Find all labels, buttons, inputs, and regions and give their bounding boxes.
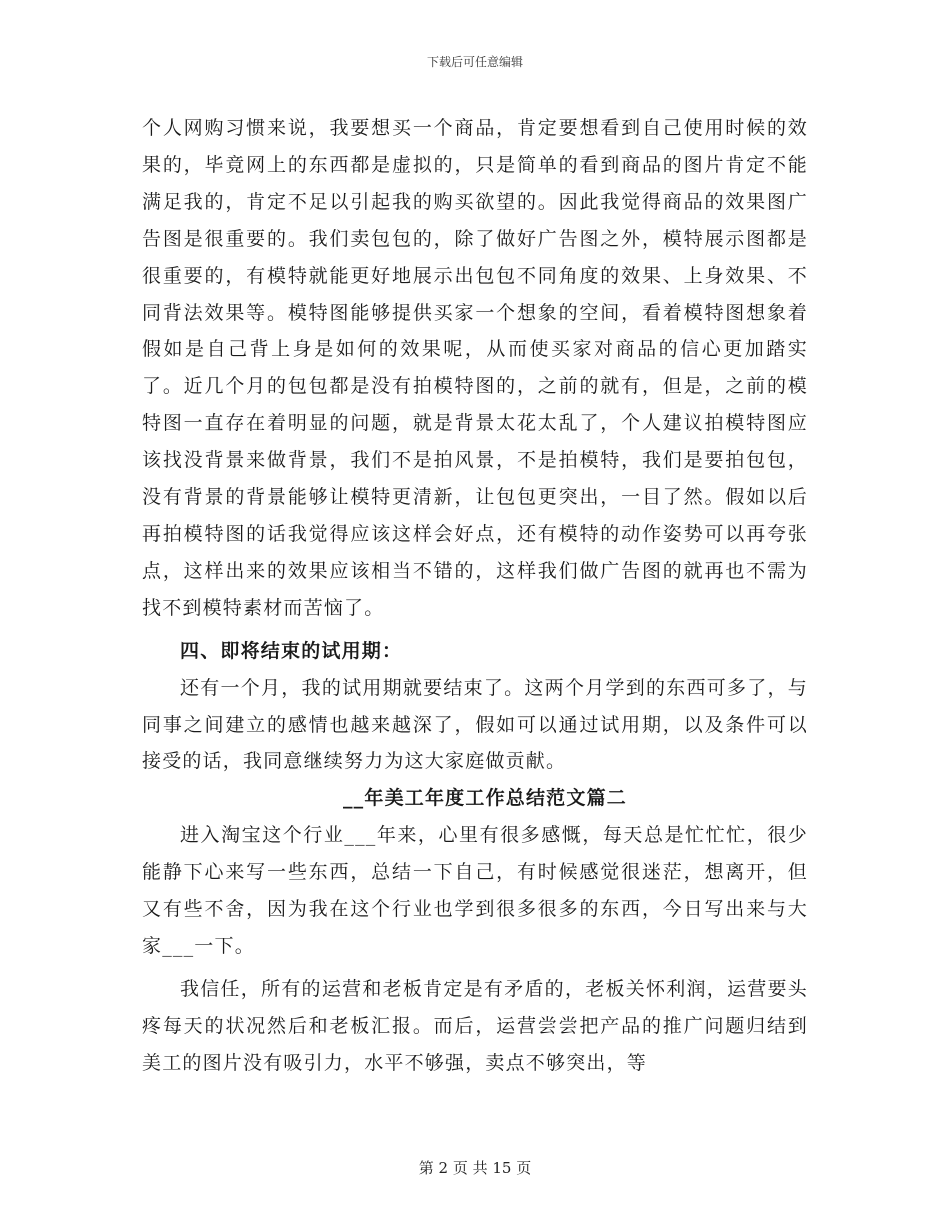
article-title: __年美工年度工作总结范文篇二 [342, 787, 627, 810]
body-paragraph-1: 个人网购习惯来说，我要想买一个商品，肯定要想看到自己使用时候的效果的，毕竟网上的东西都是虚拟的，只是简单的看到商品的图片肯定不能满足我的，肯定不足以引起我的购买欲望的。因此我觉得商品的效果图广告图是很重要的。我们卖包包的，除了做好广告图之外，模特展示图都是很重要的，有模特就能更好地展示出包包不同角度的效果、上身效果、不同背法效果等。模特图能够提供买家一个想象的空间，看着模特图想象着假如是自己背上身是如何的效果呢，从而使买家对商品的信心更加踏实了。近几个月的包包都是没有拍模特图的，之前的就有，但是，之前的模特图一直存在着明显的问题，就是背景太花太乱了，个人建议拍模特图应该找没背景来做背景，我们不是拍风景，不是拍模特，我们是要拍包包，没有背景的背景能够让模特更清新，让包包更突出，一目了然。假如以后再拍模特图的话我觉得应该这样会好点，还有模特的动作姿势可以再夸张点，这样出来的效果应该相当不错的，这样我们做广告图的就再也不需为找不到模特素材而苦恼了。 [142, 117, 808, 619]
section-heading-trial-period: 四、即将结束的试用期： [180, 639, 403, 662]
body-paragraph-3: 进入淘宝这个行业___年来，心里有很多感慨，每天总是忙忙忙，很少能静下心来写一些东西，总结一下自己，有时候感觉很迷茫，想离开，但又有些不舍，因为我在这个行业也学到很多很多的东西，今日写出来与大家___一下。 [142, 824, 808, 957]
document-body [142, 110, 808, 1082]
body-paragraph-2: 还有一个月，我的试用期就要结束了。这两个月学到的东西可多了，与同事之间建立的感情也越来越深了，假如可以通过试用期，以及条件可以接受的话，我同意继续努力为这大家庭做贡献。 [142, 676, 808, 773]
page-header-note: 下载后可任意编辑 [426, 55, 523, 69]
page-number-footer: 第 2 页 共 15 页 [418, 1159, 532, 1177]
body-paragraph-4: 我信任，所有的运营和老板肯定是有矛盾的，老板关怀利润，运营要头疼每天的状况然后和老板汇报。而后，运营尝尝把产品的推广问题归结到美工的图片没有吸引力，水平不够强，卖点不够突出，等 [142, 977, 808, 1074]
